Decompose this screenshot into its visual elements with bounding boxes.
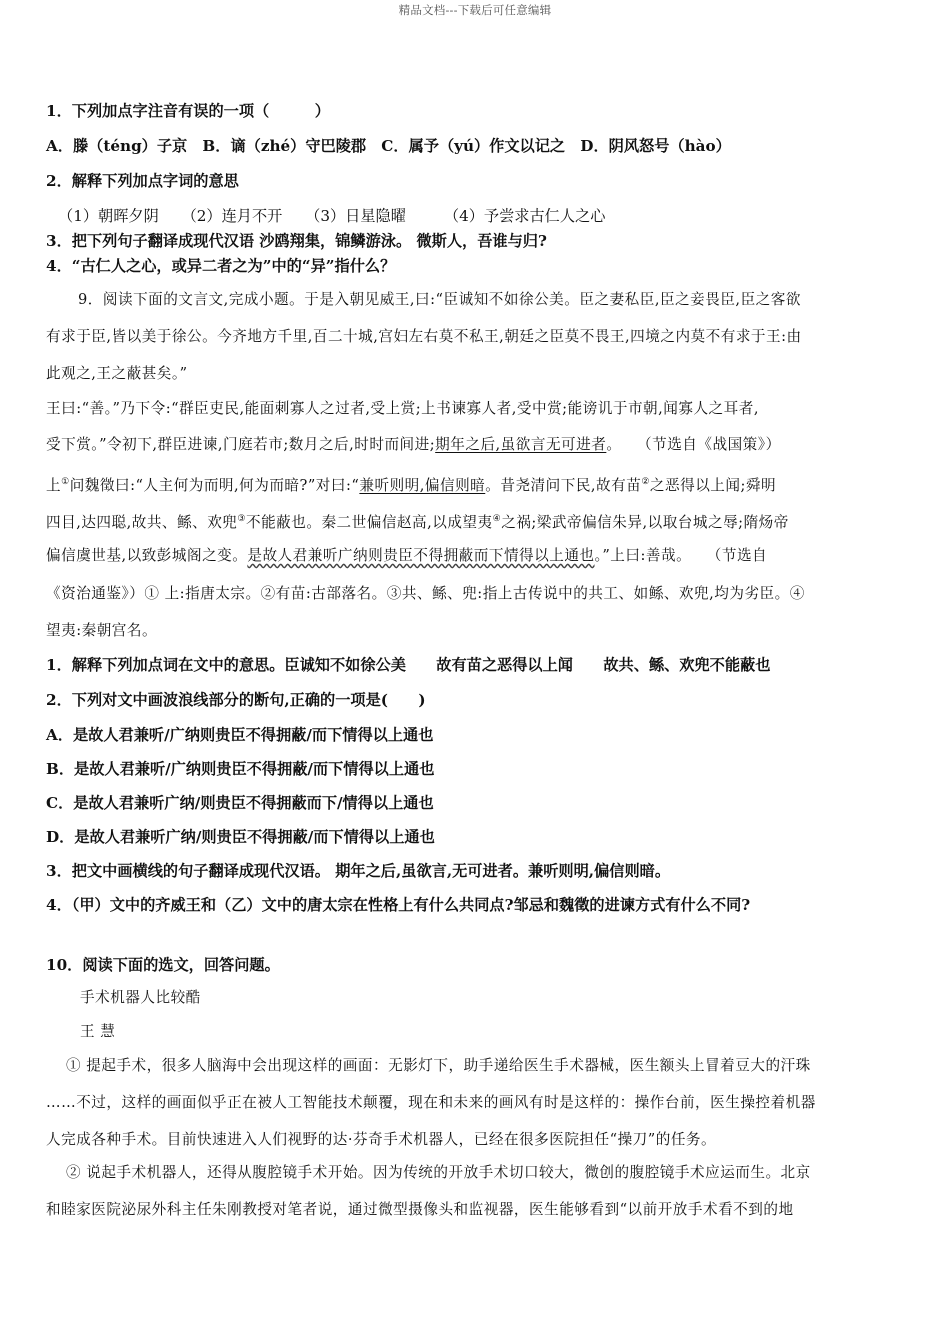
footnote-marker-3: ③ — [237, 514, 246, 524]
s9-passage-line-4: 王曰:“善。”乃下令:“群臣吏民,能面刺寡人之过者,受上赏;上书谏寡人者,受中赏;能谤讥于市朝,闻寡人之耳者, — [46, 400, 759, 417]
footnote-marker-4: ④ — [492, 514, 502, 524]
article-para-1-line-2: ……不过，这样的画面似乎正在被人工智能技术颠覆，现在和未来的画风有时是这样的：操作台前，医生操控着机器 — [46, 1094, 816, 1111]
footnote-marker-1: ① — [61, 477, 70, 487]
text-run: 偏信虞世基,以致彭城阁之变。 — [46, 547, 248, 564]
s9-question-3: 3．把文中画横线的句子翻译成现代汉语。 期年之后,虽欲言,无可进者。兼听则明,偏信则暗。 — [46, 862, 671, 880]
s9-option-c: C．是故人君兼听广纳/则贵臣不得拥蔽而下/情得以上通也 — [46, 794, 434, 812]
footnote-marker-2: ② — [641, 477, 650, 487]
article-author: 王 慧 — [80, 1023, 116, 1040]
s9-passage-line-3: 此观之,王之蔽甚矣。” — [46, 365, 188, 382]
s9-question-1: 1．解释下列加点词在文中的意思。臣诚知不如徐公美 故有苗之恶得以上闻 故共、鲧、欢兜不能蔽也 — [46, 656, 771, 674]
s1-question-3: 3．把下列句子翻译成现代汉语 沙鸥翔集，锦鳞游泳。 微斯人，吾谁与归? — [46, 232, 547, 250]
s1-question-1-options: A．滕（téng）子京 B．谪（zhé）守巴陵郡 C．属予（yú）作文以记之 D．阴风怒号（hào） — [46, 137, 731, 155]
source-note-zizhitongjian: 。”上曰:善哉。 （节选自 — [594, 547, 768, 564]
text-run: 问魏徵曰:“人主何为而明,何为而暗?”对曰:“ — [69, 476, 360, 494]
s1-question-2: 2．解释下列加点字词的意思 — [46, 172, 239, 190]
s9-option-d: D．是故人君兼听广纳/则贵臣不得拥蔽/而下情得以上通也 — [46, 828, 435, 846]
s9-footnotes-line-1: 《资治通鉴》）① 上:指唐太宗。②有苗:古部落名。③共、鲧、兜:指上古传说中的共工、如鲧、欢兜,均为劣臣。④ — [46, 585, 805, 602]
s1-question-2-items: （1）朝晖夕阴 （2）连月不开 （3）日星隐曜 （4）予尝求古仁人之心 — [58, 207, 606, 225]
wavy-underlined-sentence: 是故人君兼听广纳则贵臣不得拥蔽而下情得以上通也 — [247, 547, 595, 564]
s9-passage-line-8 — [46, 546, 767, 566]
text-run: 上 — [46, 476, 62, 494]
text-run: 受下赏。”令初下,群臣进谏,门庭若市;数月之后,时时而间进; — [46, 436, 436, 453]
underlined-sentence-1: 期年之后,虽欲言无可进者 — [435, 436, 607, 453]
article-para-2-line-1: ② 说起手术机器人，还得从腹腔镜手术开始。因为传统的开放手术切口较大，微创的腹腔镜手术应运而生。北京 — [66, 1164, 811, 1181]
s1-question-1: 1．下列加点字注音有误的一项（ ） — [46, 102, 330, 120]
s9-passage-line-2: 有求于臣,皆以美于徐公。今齐地方千里,百二十城,宫妇左右莫不私王,朝廷之臣莫不畏王,四境之内莫不有求于王:由 — [46, 328, 802, 345]
s9-option-a: A．是故人君兼听/广纳则贵臣不得拥蔽/而下情得以上通也 — [46, 726, 434, 744]
s9-passage-line-6 — [46, 472, 776, 496]
text-run: 之祸;梁武帝偏信朱异,以取台城之辱;隋炀帝 — [501, 513, 789, 531]
underlined-sentence-2: 兼听则明,偏信则暗 — [359, 476, 486, 494]
source-note-zhanguoce: 。 （节选自《战国策》） — [606, 436, 781, 453]
text-run: 。昔尧清问下民,故有苗 — [485, 476, 642, 494]
page-header: 精品文档---下载后可任意编辑 — [398, 3, 552, 17]
article-title: 手术机器人比较酷 — [80, 989, 201, 1006]
s9-passage-line-1: 9．阅读下面的文言文,完成小题。于是入朝见威王,曰:“臣诚知不如徐公美。臣之妻私臣,臣之妾畏臣,臣之客欲 — [78, 291, 801, 308]
article-para-2-line-2: 和睦家医院泌尿外科主任朱刚教授对笔者说，通过微型摄像头和监视器，医生能够看到“以前开放手术看不到的地 — [46, 1201, 794, 1218]
article-para-1-line-3: 人完成各种手术。目前快速进入人们视野的达·芬奇手术机器人，已经在很多医院担任“操刀”的任务。 — [46, 1131, 717, 1148]
s9-footnotes-line-2: 望夷:秦朝宫名。 — [46, 622, 158, 639]
text-run: 不能蔽也。秦二世偏信赵高,以成望夷 — [245, 513, 493, 531]
s9-question-2: 2．下列对文中画波浪线部分的断句,正确的一项是( ) — [46, 691, 426, 709]
s9-passage-line-5 — [46, 435, 781, 455]
s10-question: 10．阅读下面的选文，回答问题。 — [46, 956, 280, 974]
article-para-1-line-1: ① 提起手术，很多人脑海中会出现这样的画面：无影灯下，助手递给医生手术器械，医生额头上冒着豆大的汗珠 — [66, 1057, 811, 1074]
s9-passage-line-7 — [46, 509, 789, 533]
text-run: 之恶得以上闻;舜明 — [649, 476, 777, 494]
s9-question-4: 4．（甲）文中的齐威王和（乙）文中的唐太宗在性格上有什么共同点?邹忌和魏徵的进谏方式有什么不同? — [46, 896, 751, 914]
s9-option-b: B．是故人君兼听/广纳则贵臣不得拥蔽/而下情得以上通也 — [46, 760, 435, 778]
s1-question-4: 4．“古仁人之心，或异二者之为”中的“异”指什么？ — [46, 257, 396, 275]
text-run: 四目,达四聪,故共、鲧、欢兜 — [46, 513, 238, 531]
